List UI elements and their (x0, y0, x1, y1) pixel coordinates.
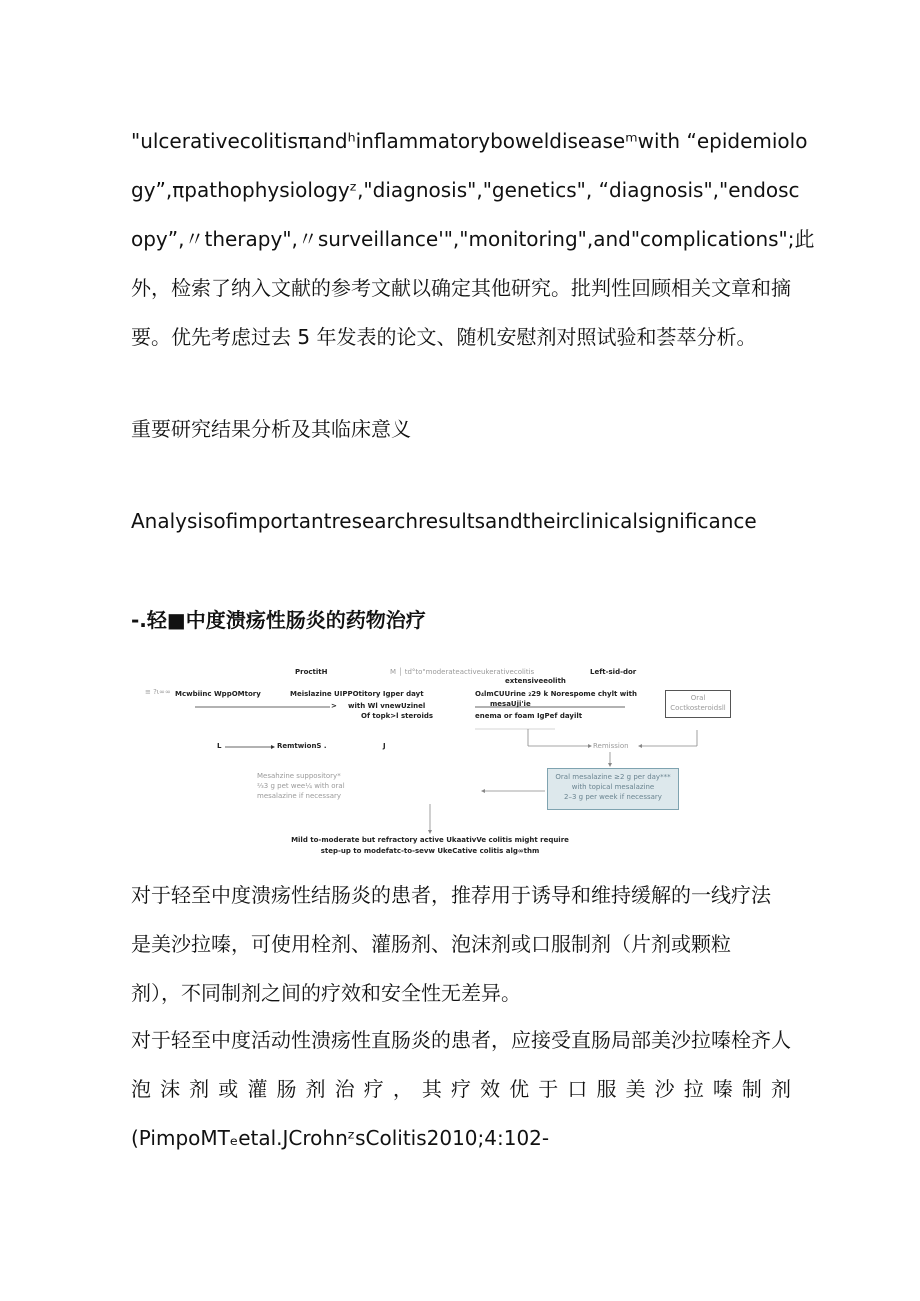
j-label: J (383, 742, 386, 750)
section-title-cn: 重要研究结果分析及其临床意义 (131, 417, 411, 441)
paragraph1-line4: 外，检索了纳入文献的参考文献以确定其他研究。批判性回顾相关文章和摘 (131, 276, 791, 300)
paragraph3-line1: 对于轻至中度活动性溃疡性直肠炎的患者，应接受直肠局部美沙拉嗪栓齐人 (131, 1028, 791, 1052)
remission-down-arrowhead (608, 763, 612, 767)
oral-box-line2: Coctkosteroidsll (670, 704, 726, 712)
oral-mesalazine-box (547, 768, 679, 810)
bottom-line2: step-up to modefatc-to-sevw UkeCative colitis alg∞thm (320, 847, 540, 855)
oral-mesalazine-line2: with topical mesalazine (571, 783, 655, 791)
paragraph3-line2: 泡沫剂或灌肠剂治疗，其疗效优于口服美沙拉嗪制剂 (131, 1077, 791, 1101)
oral-box-line1: Oral (690, 694, 706, 702)
mid-text-c: enema or foam IgPef dayilt (475, 712, 583, 720)
paragraph1-line3: opy”,〃therapy",〃surveillance'","monitoring",and"complications";此 (131, 227, 815, 251)
paragraph1-line5: 要。优先考虑过去 5 年发表的论文、随机安慰剂对照试验和荟萃分析。 (131, 325, 757, 349)
treatment-flowchart (145, 660, 726, 860)
l-arrowhead (271, 745, 275, 749)
oral-mesalazine-line1: Oral mesalazine ≥2 g per day*** (555, 773, 671, 781)
mid-text-a: O₄lmCUUrine ₂29 k Norespome chylt with (475, 690, 637, 698)
maintenance-line2: ⅔3 g pet wee¼ with oral (257, 782, 345, 790)
bottom-line1: Mild to-moderate but refractory active UkaativVe colitis might require (291, 836, 569, 844)
side-label: ≡ ?ι∞∞ (145, 688, 171, 696)
col-middle: M │ td°to"moderateactiveukerativecolitis (390, 668, 535, 676)
paragraph2-line2: 是美沙拉嗪，可使用栓剂、灌肠剂、泡沫剂或口服制剂（片剂或颗粒 (131, 932, 731, 956)
left-text-d: Of topk>l steroids (361, 712, 434, 720)
remission-left: RemtwionS . (277, 742, 327, 750)
oral-mesalazine-line3: 2–3 g per week if necessary (564, 793, 662, 801)
paragraph1-line1: "ulcerativecolitisπandʰinflammatoryboweldiseaseᵐwith “epidemiolo (131, 129, 808, 153)
maintenance-line1: Mesahzine suppository* (257, 772, 341, 780)
paragraph3-line3: (PimpoMTₑetal.JCrohnᶻsColitis2010;4:102- (131, 1126, 550, 1150)
left-text-c: with Wl vnewUzinel (348, 702, 426, 710)
l-label: L (217, 742, 222, 750)
oral-left-arrowhead (481, 789, 485, 793)
remission-arrowhead (588, 744, 592, 748)
maintenance-line3: mesalazine if necessary (257, 792, 342, 800)
left-arrow-end: > (331, 702, 337, 710)
section-title-en: Analysisofimportantresearchresultsandtheirclinicalsignificance (131, 509, 757, 533)
oral-corticosteroids-box (665, 690, 731, 718)
left-text-b: Meislazine UIPPOtitory Igper dayt (290, 690, 424, 698)
paragraph1-line2: gy”,πpathophysiologyᶻ,"diagnosis","genetics", “diagnosis","endosc (131, 178, 800, 202)
subheading: -.轻■中度溃疡性肠炎的药物治疗 (131, 608, 426, 632)
col-left-sided: Left-sid-dor (590, 668, 637, 676)
col-proctitis: ProctitH (295, 668, 328, 676)
mid-text-b: mesaUji'ie (490, 700, 531, 708)
remission-left-arrowhead (638, 744, 642, 748)
step-down-arrowhead (428, 830, 432, 834)
col-middle-sub: extensiveeolith (505, 677, 566, 685)
remission-right: Remission (593, 742, 629, 750)
left-text-a: Mcwbiinc WppOMtory (175, 690, 261, 698)
paragraph2-line1: 对于轻至中度溃疡性结肠炎的患者，推荐用于诱导和维持缓解的一线疗法 (131, 883, 771, 907)
paragraph2-line3: 剂），不同制剂之间的疗效和安全性无差异。 (131, 981, 521, 1005)
